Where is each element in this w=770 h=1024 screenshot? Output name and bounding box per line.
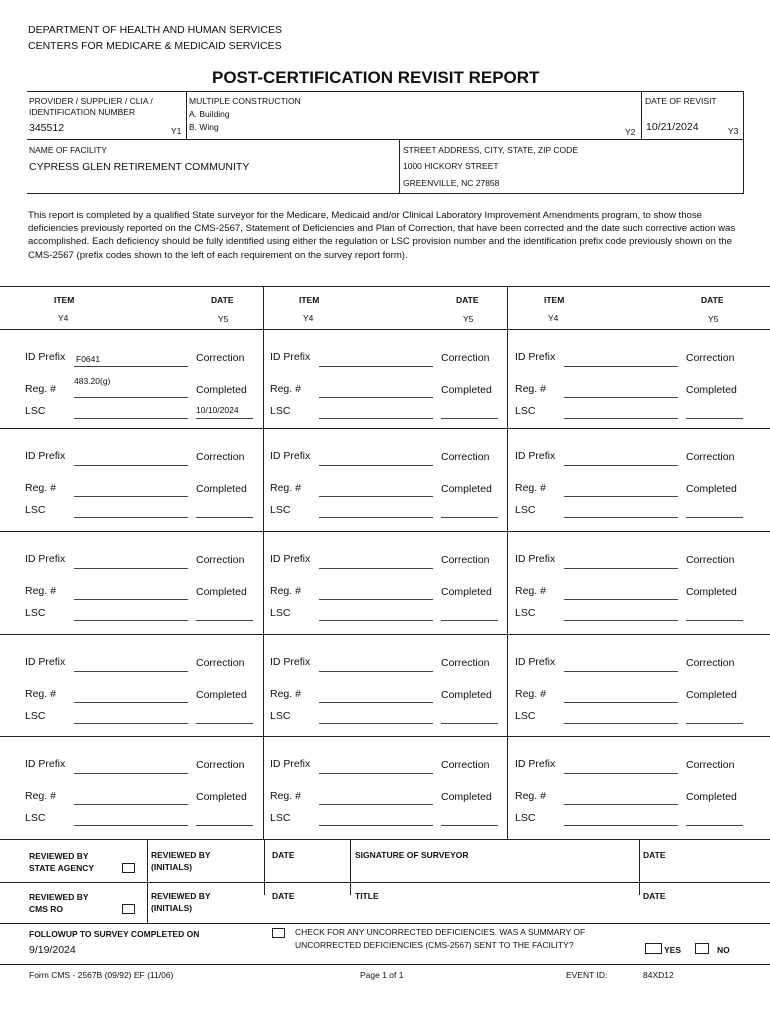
uncorrected-checkbox[interactable] xyxy=(272,928,285,938)
completed-label: Completed xyxy=(441,586,492,598)
id-prefix-value: F0641 xyxy=(76,354,101,364)
address-line-2: GREENVILLE, NC 27858 xyxy=(403,178,500,188)
lsc-field[interactable] xyxy=(564,517,678,518)
y1-code: Y1 xyxy=(171,126,182,136)
id-prefix-field[interactable] xyxy=(319,465,433,466)
lsc-field[interactable] xyxy=(74,517,188,518)
y5-code: Y5 xyxy=(463,314,474,324)
correction-label: Correction xyxy=(686,451,735,463)
reg-field[interactable] xyxy=(319,397,433,398)
y5-code: Y5 xyxy=(708,314,719,324)
id-prefix-label: ID Prefix xyxy=(515,351,556,363)
id-prefix-label: ID Prefix xyxy=(25,450,66,462)
reg-label: Reg. # xyxy=(515,482,546,494)
correction-label: Correction xyxy=(196,352,245,364)
date-field[interactable] xyxy=(441,825,498,826)
multiple-construction-label: MULTIPLE CONSTRUCTION xyxy=(189,96,301,106)
id-prefix-field[interactable] xyxy=(74,465,188,466)
lsc-field[interactable] xyxy=(319,517,433,518)
id-prefix-field[interactable] xyxy=(564,465,678,466)
reg-field[interactable] xyxy=(319,804,433,805)
lsc-field[interactable] xyxy=(564,620,678,621)
reg-label: Reg. # xyxy=(25,482,56,494)
centers-name: CENTERS FOR MEDICARE & MEDICAID SERVICES xyxy=(28,40,282,52)
id-prefix-field[interactable] xyxy=(564,366,678,367)
reviewed-by-state-label: REVIEWED BY xyxy=(29,851,89,861)
correction-label: Correction xyxy=(441,759,490,771)
completed-label: Completed xyxy=(441,483,492,495)
correction-label: Correction xyxy=(686,657,735,669)
reg-field[interactable] xyxy=(74,804,188,805)
facility-name-value: CYPRESS GLEN RETIREMENT COMMUNITY xyxy=(29,161,250,173)
dept-name: DEPARTMENT OF HEALTH AND HUMAN SERVICES xyxy=(28,24,282,36)
provider-label-2: IDENTIFICATION NUMBER xyxy=(29,107,136,117)
y2-code: Y2 xyxy=(625,127,636,137)
id-prefix-label: ID Prefix xyxy=(25,656,66,668)
completed-label: Completed xyxy=(686,791,737,803)
date-field[interactable] xyxy=(686,620,743,621)
reg-field[interactable] xyxy=(319,496,433,497)
lsc-field[interactable] xyxy=(74,723,188,724)
lsc-field[interactable] xyxy=(74,620,188,621)
id-prefix-field[interactable] xyxy=(319,671,433,672)
title-label: TITLE xyxy=(355,891,379,901)
reg-label: Reg. # xyxy=(25,585,56,597)
lsc-label: LSC xyxy=(25,504,46,516)
completed-label: Completed xyxy=(686,689,737,701)
y4-code: Y4 xyxy=(303,313,314,323)
lsc-label: LSC xyxy=(515,607,536,619)
lsc-label: LSC xyxy=(270,504,291,516)
date-label-4: DATE xyxy=(643,891,666,901)
reg-value: 483.20(g) xyxy=(74,376,111,386)
yes-checkbox[interactable] xyxy=(645,943,662,954)
correction-label: Correction xyxy=(441,554,490,566)
lsc-label: LSC xyxy=(270,405,291,417)
completed-label: Completed xyxy=(196,586,247,598)
lsc-field[interactable] xyxy=(74,825,188,826)
id-prefix-label: ID Prefix xyxy=(270,656,311,668)
completed-label: Completed xyxy=(686,586,737,598)
yes-label: YES xyxy=(664,945,682,955)
reviewed-initials-label-3: REVIEWED BY xyxy=(151,891,211,901)
reg-field[interactable] xyxy=(564,599,678,600)
date-label-1: DATE xyxy=(272,850,295,860)
building-label: A. Building xyxy=(189,109,230,119)
id-prefix-label: ID Prefix xyxy=(25,758,66,770)
lsc-field[interactable] xyxy=(319,825,433,826)
lsc-field[interactable] xyxy=(319,418,433,419)
completed-label: Completed xyxy=(196,791,247,803)
id-prefix-label: ID Prefix xyxy=(515,758,556,770)
provider-number: 345512 xyxy=(29,122,65,134)
completion-date-value: 10/10/2024 xyxy=(196,405,239,415)
reg-label: Reg. # xyxy=(270,790,301,802)
reviewed-by-cms-label: REVIEWED BY xyxy=(29,892,89,902)
address-label: STREET ADDRESS, CITY, STATE, ZIP CODE xyxy=(403,145,578,155)
completed-label: Completed xyxy=(196,384,247,396)
date-field[interactable] xyxy=(196,517,253,518)
completed-label: Completed xyxy=(196,483,247,495)
correction-label: Correction xyxy=(441,657,490,669)
address-line-1: 1000 HICKORY STREET xyxy=(403,161,499,171)
date-field[interactable] xyxy=(441,723,498,724)
correction-label: Correction xyxy=(196,554,245,566)
lsc-field[interactable] xyxy=(564,825,678,826)
reg-field[interactable] xyxy=(319,599,433,600)
date-field[interactable] xyxy=(196,418,253,419)
form-number: Form CMS - 2567B (09/92) EF (11/06) xyxy=(29,970,174,980)
followup-date: 9/19/2024 xyxy=(29,944,76,956)
item-header: ITEM xyxy=(544,295,565,305)
date-field[interactable] xyxy=(196,723,253,724)
followup-label: FOLLOWUP TO SURVEY COMPLETED ON xyxy=(29,929,200,939)
lsc-field[interactable] xyxy=(319,723,433,724)
id-prefix-field[interactable] xyxy=(319,366,433,367)
id-prefix-field[interactable] xyxy=(319,773,433,774)
reviewed-initials-label-2: (INITIALS) xyxy=(151,862,193,872)
y4-code: Y4 xyxy=(58,313,69,323)
lsc-label: LSC xyxy=(270,607,291,619)
lsc-label: LSC xyxy=(515,812,536,824)
date-field[interactable] xyxy=(196,825,253,826)
id-prefix-label: ID Prefix xyxy=(270,758,311,770)
id-prefix-field[interactable] xyxy=(74,366,188,367)
id-prefix-label: ID Prefix xyxy=(515,450,556,462)
reg-field[interactable] xyxy=(74,496,188,497)
correction-label: Correction xyxy=(196,657,245,669)
no-checkbox[interactable] xyxy=(695,943,709,954)
correction-label: Correction xyxy=(686,554,735,566)
reg-field[interactable] xyxy=(564,496,678,497)
id-prefix-label: ID Prefix xyxy=(270,553,311,565)
y4-code: Y4 xyxy=(548,313,559,323)
reg-label: Reg. # xyxy=(270,383,301,395)
reg-field[interactable] xyxy=(564,397,678,398)
completed-label: Completed xyxy=(686,483,737,495)
state-agency-checkbox[interactable] xyxy=(122,863,135,873)
check-question-line-2: UNCORRECTED DEFICIENCIES (CMS-2567) SENT TO THE FACILITY? xyxy=(295,940,574,950)
facility-name-label: NAME OF FACILITY xyxy=(29,145,107,155)
id-prefix-label: ID Prefix xyxy=(270,351,311,363)
provider-label: PROVIDER / SUPPLIER / CLIA / xyxy=(29,96,153,106)
id-prefix-label: ID Prefix xyxy=(25,553,66,565)
reg-label: Reg. # xyxy=(270,482,301,494)
id-prefix-field[interactable] xyxy=(74,773,188,774)
date-label-3: DATE xyxy=(272,891,295,901)
signature-label: SIGNATURE OF SURVEYOR xyxy=(355,850,469,860)
date-of-revisit-label: DATE OF REVISIT xyxy=(645,96,717,106)
reg-field[interactable] xyxy=(564,804,678,805)
reg-label: Reg. # xyxy=(25,688,56,700)
reviewed-initials-label-4: (INITIALS) xyxy=(151,903,193,913)
no-label: NO xyxy=(717,945,730,955)
lsc-field[interactable] xyxy=(564,418,678,419)
lsc-field[interactable] xyxy=(74,418,188,419)
id-prefix-field[interactable] xyxy=(564,568,678,569)
reg-label: Reg. # xyxy=(515,688,546,700)
page-title: POST-CERTIFICATION REVISIT REPORT xyxy=(212,68,540,87)
lsc-label: LSC xyxy=(270,710,291,722)
check-question-line-1: CHECK FOR ANY UNCORRECTED DEFICIENCIES. WAS A SUMMARY OF xyxy=(295,927,586,937)
date-field[interactable] xyxy=(441,517,498,518)
id-prefix-label: ID Prefix xyxy=(515,553,556,565)
date-field[interactable] xyxy=(686,723,743,724)
completed-label: Completed xyxy=(441,791,492,803)
correction-label: Correction xyxy=(686,352,735,364)
reg-field[interactable] xyxy=(74,397,188,398)
wing-label: B. Wing xyxy=(189,122,219,132)
page-number: Page 1 of 1 xyxy=(360,970,404,980)
reviewed-initials-label: REVIEWED BY xyxy=(151,850,211,860)
correction-label: Correction xyxy=(196,759,245,771)
date-field[interactable] xyxy=(686,418,743,419)
reg-field[interactable] xyxy=(74,599,188,600)
reviewed-by-state-label-2: STATE AGENCY xyxy=(29,863,95,873)
reg-field[interactable] xyxy=(564,702,678,703)
correction-label: Correction xyxy=(196,451,245,463)
reg-label: Reg. # xyxy=(25,790,56,802)
date-header: DATE xyxy=(456,295,479,305)
date-label-2: DATE xyxy=(643,850,666,860)
lsc-label: LSC xyxy=(25,710,46,722)
date-header: DATE xyxy=(701,295,724,305)
date-field[interactable] xyxy=(196,620,253,621)
lsc-label: LSC xyxy=(515,710,536,722)
reg-label: Reg. # xyxy=(25,383,56,395)
id-prefix-field[interactable] xyxy=(319,568,433,569)
id-prefix-field[interactable] xyxy=(74,568,188,569)
reg-label: Reg. # xyxy=(515,383,546,395)
id-prefix-field[interactable] xyxy=(564,671,678,672)
reviewed-by-cms-label-2: CMS RO xyxy=(29,904,63,914)
id-prefix-label: ID Prefix xyxy=(515,656,556,668)
completed-label: Completed xyxy=(441,689,492,701)
intro-paragraph: This report is completed by a qualified State surveyor for the Medicare, Medicaid and/or Clinical Laboratory Improvement Amendments program, to show those deficiencies previously reported on the CMS-2567, Statement of Deficiencies and Plan of Correction, that have been corrected and the date such corrective action was accomplished. Each deficiency should be fully identified using either the regulation or LSC provision number and the identification prefix code previously shown on the CMS-2567 (prefix codes shown to the left of each requirement on the survey report form). xyxy=(28,210,736,261)
reg-label: Reg. # xyxy=(270,688,301,700)
reg-field[interactable] xyxy=(319,702,433,703)
event-id-label: EVENT ID: xyxy=(566,970,608,980)
reg-field[interactable] xyxy=(74,702,188,703)
date-of-revisit-value: 10/21/2024 xyxy=(646,121,699,133)
event-id-value: 84XD12 xyxy=(643,970,674,980)
y3-code: Y3 xyxy=(728,126,739,136)
completed-label: Completed xyxy=(686,384,737,396)
lsc-field[interactable] xyxy=(319,620,433,621)
lsc-field[interactable] xyxy=(564,723,678,724)
correction-label: Correction xyxy=(441,451,490,463)
y5-code: Y5 xyxy=(218,314,229,324)
lsc-label: LSC xyxy=(25,405,46,417)
id-prefix-label: ID Prefix xyxy=(270,450,311,462)
lsc-label: LSC xyxy=(270,812,291,824)
lsc-label: LSC xyxy=(25,607,46,619)
reg-label: Reg. # xyxy=(515,585,546,597)
reg-label: Reg. # xyxy=(270,585,301,597)
item-header: ITEM xyxy=(54,295,75,305)
id-prefix-field[interactable] xyxy=(564,773,678,774)
id-prefix-field[interactable] xyxy=(74,671,188,672)
id-prefix-label: ID Prefix xyxy=(25,351,66,363)
cms-ro-checkbox[interactable] xyxy=(122,904,135,914)
lsc-label: LSC xyxy=(25,812,46,824)
item-header: ITEM xyxy=(299,295,320,305)
lsc-label: LSC xyxy=(515,405,536,417)
correction-label: Correction xyxy=(441,352,490,364)
date-field[interactable] xyxy=(441,620,498,621)
date-field[interactable] xyxy=(441,418,498,419)
date-header: DATE xyxy=(211,295,234,305)
completed-label: Completed xyxy=(441,384,492,396)
correction-label: Correction xyxy=(686,759,735,771)
lsc-label: LSC xyxy=(515,504,536,516)
completed-label: Completed xyxy=(196,689,247,701)
reg-label: Reg. # xyxy=(515,790,546,802)
date-field[interactable] xyxy=(686,517,743,518)
date-field[interactable] xyxy=(686,825,743,826)
